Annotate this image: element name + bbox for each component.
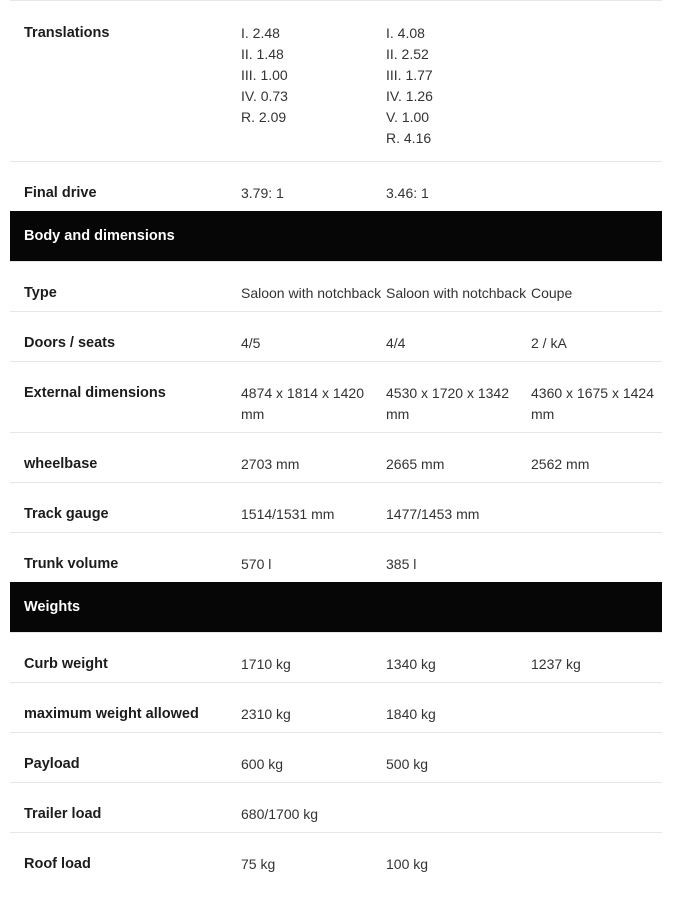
table-row-external-dimensions: [10, 361, 662, 432]
cell-col3: [531, 162, 662, 211]
translations-col3: [531, 1, 662, 161]
row-label: Roof load: [24, 856, 91, 872]
cell-col1: 3.79: 1: [241, 185, 284, 201]
cell-col2: 1340 kg: [386, 656, 436, 672]
cell-col1: 75 kg: [241, 856, 276, 872]
cell-col3: Coupe: [531, 285, 573, 301]
gear-ratio: III. 1.00: [241, 67, 288, 83]
cell-col2: [386, 783, 531, 832]
row-label: External dimensions: [24, 385, 166, 401]
cell-col3: [531, 783, 662, 832]
gear-ratio: IV. 1.26: [386, 88, 433, 104]
table-row-roof-load: [10, 832, 662, 878]
gear-ratio: V. 1.00: [386, 109, 430, 125]
table-row-trailer-load: [10, 782, 662, 832]
cell-col3: 1237 kg: [531, 656, 581, 672]
table-row-wheelbase: [10, 432, 662, 482]
table-row-final-drive: [10, 161, 662, 211]
cell-col2: 500 kg: [386, 756, 429, 772]
cell-col2: 1840 kg: [386, 706, 436, 722]
table-row-track-gauge: [10, 482, 662, 532]
cell-col1: 570 l: [241, 556, 272, 572]
table-row-payload: [10, 732, 662, 782]
row-label: Translations: [24, 25, 110, 41]
row-label: Trunk volume: [24, 556, 119, 572]
table-row-curb-weight: [10, 632, 662, 682]
cell-col1: 2703 mm: [241, 456, 300, 472]
row-label: maximum weight allowed: [24, 706, 199, 722]
cell-col3: [531, 683, 662, 732]
cell-col1: 600 kg: [241, 756, 284, 772]
gear-ratio: R. 2.09: [241, 109, 287, 125]
cell-col2: 4530 x 1720 x 1342 mm: [386, 385, 509, 422]
cell-col3: 2562 mm: [531, 456, 590, 472]
cell-col3: [531, 483, 662, 532]
gear-ratio: R. 4.16: [386, 130, 432, 146]
row-label: Type: [24, 285, 57, 301]
cell-col2: 2665 mm: [386, 456, 445, 472]
row-label: wheelbase: [24, 456, 98, 472]
table-row-type: [10, 261, 662, 311]
table-row-max-weight: [10, 682, 662, 732]
translations-col1: [241, 1, 386, 161]
row-label: Doors / seats: [24, 335, 116, 351]
table-row-doors-seats: [10, 311, 662, 361]
cell-col3: 2 / kA: [531, 335, 567, 351]
gear-ratio: I. 2.48: [241, 25, 280, 41]
cell-col3: [531, 733, 662, 782]
row-label: Final drive: [24, 185, 97, 201]
table-row-trunk-volume: [10, 532, 662, 582]
translations-col2: [386, 1, 531, 161]
cell-col2: Saloon with notchback: [386, 285, 527, 301]
gear-ratio: I. 4.08: [386, 25, 425, 41]
row-label: Track gauge: [24, 506, 109, 522]
row-label: Curb weight: [24, 656, 108, 672]
cell-col1: 4/5: [241, 335, 261, 351]
cell-col1: Saloon with notchback: [241, 285, 382, 301]
cell-col1: 1710 kg: [241, 656, 291, 672]
row-label: Payload: [24, 756, 80, 772]
gear-ratio: II. 2.52: [386, 46, 429, 62]
cell-col3: [531, 833, 662, 878]
cell-col3: 4360 x 1675 x 1424 mm: [531, 385, 654, 422]
cell-col1: 2310 kg: [241, 706, 291, 722]
table-row-translations: [10, 0, 662, 161]
section-header-body-dimensions: Body and dimensions: [10, 211, 662, 261]
row-label: Trailer load: [24, 806, 102, 822]
cell-col1: 1514/1531 mm: [241, 506, 335, 522]
cell-col2: 100 kg: [386, 856, 429, 872]
cell-col2: 3.46: 1: [386, 185, 429, 201]
section-header-weights: Weights: [10, 582, 662, 632]
cell-col2: 4/4: [386, 335, 406, 351]
gear-ratio: III. 1.77: [386, 67, 433, 83]
gear-ratio: II. 1.48: [241, 46, 284, 62]
cell-col2: 1477/1453 mm: [386, 506, 480, 522]
cell-col1: 4874 x 1814 x 1420 mm: [241, 385, 364, 422]
gear-ratio: IV. 0.73: [241, 88, 288, 104]
cell-col2: 385 l: [386, 556, 417, 572]
cell-col3: [531, 533, 662, 582]
spec-table: [10, 0, 662, 878]
cell-col1: 680/1700 kg: [241, 806, 319, 822]
